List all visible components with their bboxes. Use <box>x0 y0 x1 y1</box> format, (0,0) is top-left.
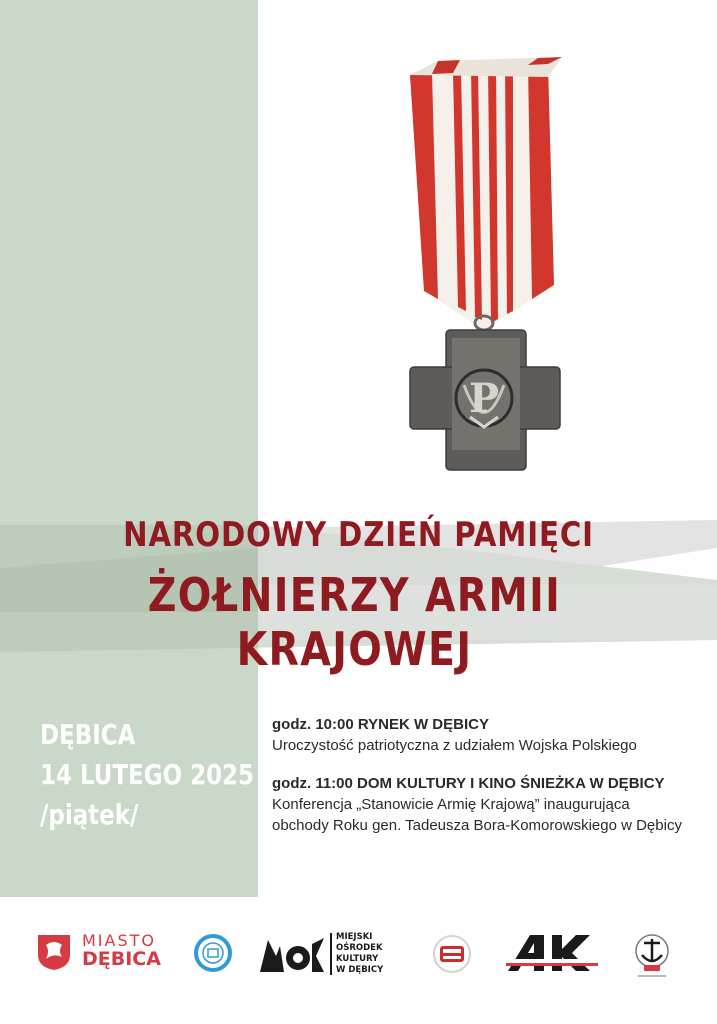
event-time: godz. 11:00 DOM KULTURY I KINO ŚNIEŻKA W DĘBICY <box>272 775 665 792</box>
mok-line: OŚRODEK <box>336 943 383 953</box>
fighting-poland-anchor-icon <box>630 931 674 983</box>
event-description: obchody Roku gen. Tadeusza Bora-Komorowskiego w Dębicy <box>272 817 682 834</box>
event-description: Konferencja „Stanowicie Armię Krajową” inaugurująca <box>272 796 630 813</box>
title-line-1: NARODOWY DZIEŃ PAMIĘCI <box>123 515 594 555</box>
institution-round-logo-icon <box>194 934 232 972</box>
mok-line: MIEJSKI <box>336 932 373 942</box>
event-date: 14 LUTEGO 2025 <box>40 758 255 791</box>
city-coat-of-arms-icon <box>36 933 72 971</box>
medal-ribbon <box>410 57 562 330</box>
mok-line: KULTURY <box>336 954 379 964</box>
mok-logo-icon <box>258 934 326 974</box>
event-description: Uroczystość patriotyczna z udziałem Wojska Polskiego <box>272 737 637 754</box>
svg-text:P: P <box>468 375 500 422</box>
title-line-2: ŻOŁNIERZY ARMII KRAJOWEJ <box>147 568 562 676</box>
home-army-cross-medal-image <box>398 55 566 475</box>
mok-line: W DĘBICY <box>336 965 384 975</box>
event-item <box>272 714 712 756</box>
city-logo-bottom: DĘBICA <box>82 948 161 970</box>
date-block <box>40 715 254 835</box>
city-logo-top: MIASTO <box>82 931 156 950</box>
event-time: godz. 10:00 RYNEK W DĘBICY <box>272 716 489 733</box>
city-name: DĘBICA <box>40 718 136 751</box>
armia-krajowa-logo-icon <box>504 931 600 975</box>
event-item <box>272 773 712 836</box>
event-weekday: /piątek/ <box>40 798 139 831</box>
sponsor-logos-footer <box>0 897 717 1024</box>
veterans-badge-icon <box>432 934 472 974</box>
event-schedule <box>272 714 712 853</box>
mok-divider <box>330 933 332 975</box>
mok-text <box>336 932 383 976</box>
